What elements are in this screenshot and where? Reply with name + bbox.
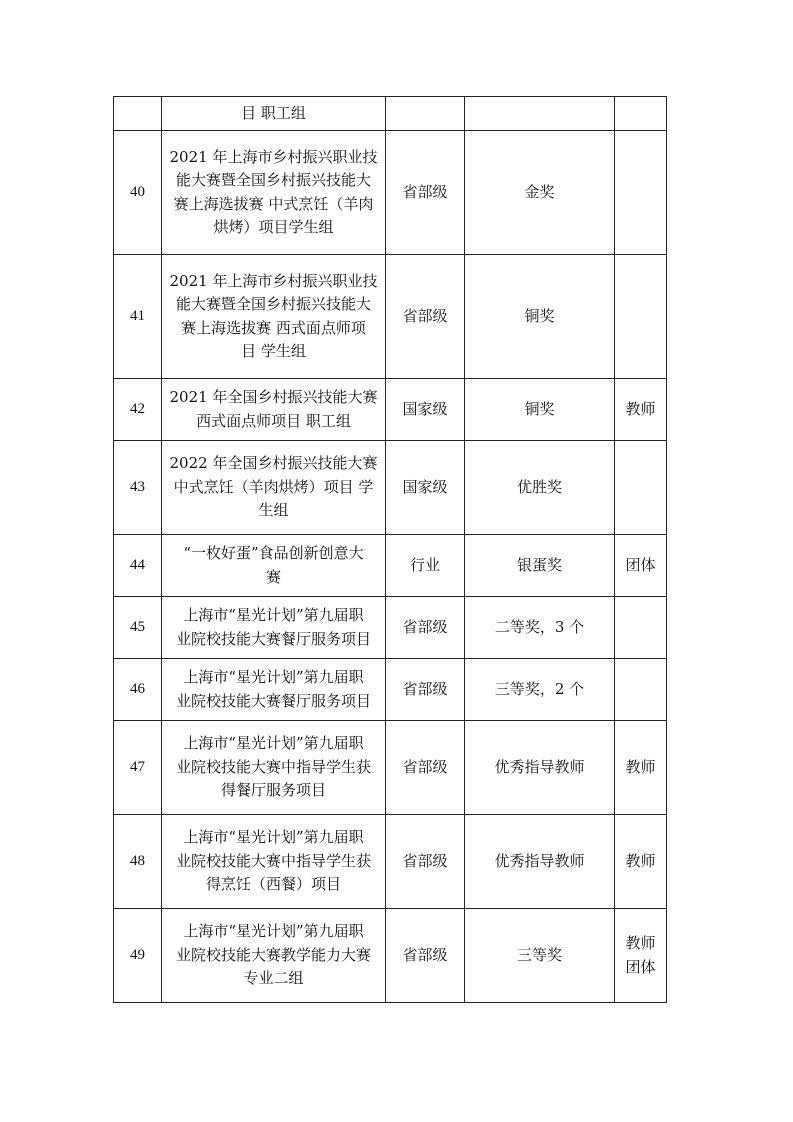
award-level: 省部级 — [386, 815, 465, 909]
note: 教师 — [615, 815, 667, 909]
table-row — [114, 379, 667, 441]
award-level: 行业 — [386, 535, 465, 597]
row-number: 49 — [114, 909, 162, 1003]
award-result: 优秀指导教师 — [465, 721, 615, 815]
row-number: 47 — [114, 721, 162, 815]
award-level — [386, 97, 465, 131]
note — [615, 131, 667, 255]
award-level: 省部级 — [386, 909, 465, 1003]
row-number — [114, 97, 162, 131]
award-result: 三等奖，2 个 — [465, 659, 615, 721]
award-result: 金奖 — [465, 131, 615, 255]
award-result — [465, 97, 615, 131]
note — [615, 659, 667, 721]
award-level: 国家级 — [386, 379, 465, 441]
competition-name: 2022 年全国乡村振兴技能大赛 中式烹饪（羊肉烘烤）项目 学 生组 — [162, 441, 386, 535]
table-row — [114, 659, 667, 721]
note — [615, 255, 667, 379]
competition-name: 上海市“星光计划”第九届职 业院校技能大赛餐厅服务项目 — [162, 597, 386, 659]
competition-name: 目 职工组 — [162, 97, 386, 131]
table-row — [114, 815, 667, 909]
row-number: 40 — [114, 131, 162, 255]
table-row — [114, 255, 667, 379]
competition-name: 上海市“星光计划”第九届职 业院校技能大赛中指导学生获 得餐厅服务项目 — [162, 721, 386, 815]
note: 教师 — [615, 379, 667, 441]
award-result: 二等奖，3 个 — [465, 597, 615, 659]
row-number: 43 — [114, 441, 162, 535]
table-row — [114, 97, 667, 131]
note: 教师 团体 — [615, 909, 667, 1003]
award-level: 省部级 — [386, 721, 465, 815]
award-level: 国家级 — [386, 441, 465, 535]
competition-name: 2021 年上海市乡村振兴职业技 能大赛暨全国乡村振兴技能大 赛上海选拔赛 西式面点师项 目 学生组 — [162, 255, 386, 379]
table-row — [114, 597, 667, 659]
award-level: 省部级 — [386, 131, 465, 255]
row-number: 45 — [114, 597, 162, 659]
award-level: 省部级 — [386, 255, 465, 379]
award-result: 优胜奖 — [465, 441, 615, 535]
row-number: 46 — [114, 659, 162, 721]
competition-name: “一枚好蛋”食品创新创意大 赛 — [162, 535, 386, 597]
row-number: 48 — [114, 815, 162, 909]
row-number: 42 — [114, 379, 162, 441]
competition-name: 2021 年上海市乡村振兴职业技 能大赛暨全国乡村振兴技能大 赛上海选拔赛 中式烹饪（羊肉 烘烤）项目学生组 — [162, 131, 386, 255]
row-number: 44 — [114, 535, 162, 597]
table-row — [114, 131, 667, 255]
award-result: 三等奖 — [465, 909, 615, 1003]
note: 教师 — [615, 721, 667, 815]
table-row — [114, 909, 667, 1003]
awards-table — [113, 96, 667, 1003]
table-row — [114, 441, 667, 535]
row-number: 41 — [114, 255, 162, 379]
competition-name: 2021 年全国乡村振兴技能大赛 西式面点师项目 职工组 — [162, 379, 386, 441]
award-result: 优秀指导教师 — [465, 815, 615, 909]
award-result: 银蛋奖 — [465, 535, 615, 597]
note — [615, 97, 667, 131]
competition-name: 上海市“星光计划”第九届职 业院校技能大赛餐厅服务项目 — [162, 659, 386, 721]
competition-name: 上海市“星光计划”第九届职 业院校技能大赛教学能力大赛 专业二组 — [162, 909, 386, 1003]
note — [615, 441, 667, 535]
award-level: 省部级 — [386, 597, 465, 659]
note — [615, 597, 667, 659]
table-row — [114, 721, 667, 815]
table-row — [114, 535, 667, 597]
note: 团体 — [615, 535, 667, 597]
award-result: 铜奖 — [465, 255, 615, 379]
award-level: 省部级 — [386, 659, 465, 721]
competition-name: 上海市“星光计划”第九届职 业院校技能大赛中指导学生获 得烹饪（西餐）项目 — [162, 815, 386, 909]
award-result: 铜奖 — [465, 379, 615, 441]
